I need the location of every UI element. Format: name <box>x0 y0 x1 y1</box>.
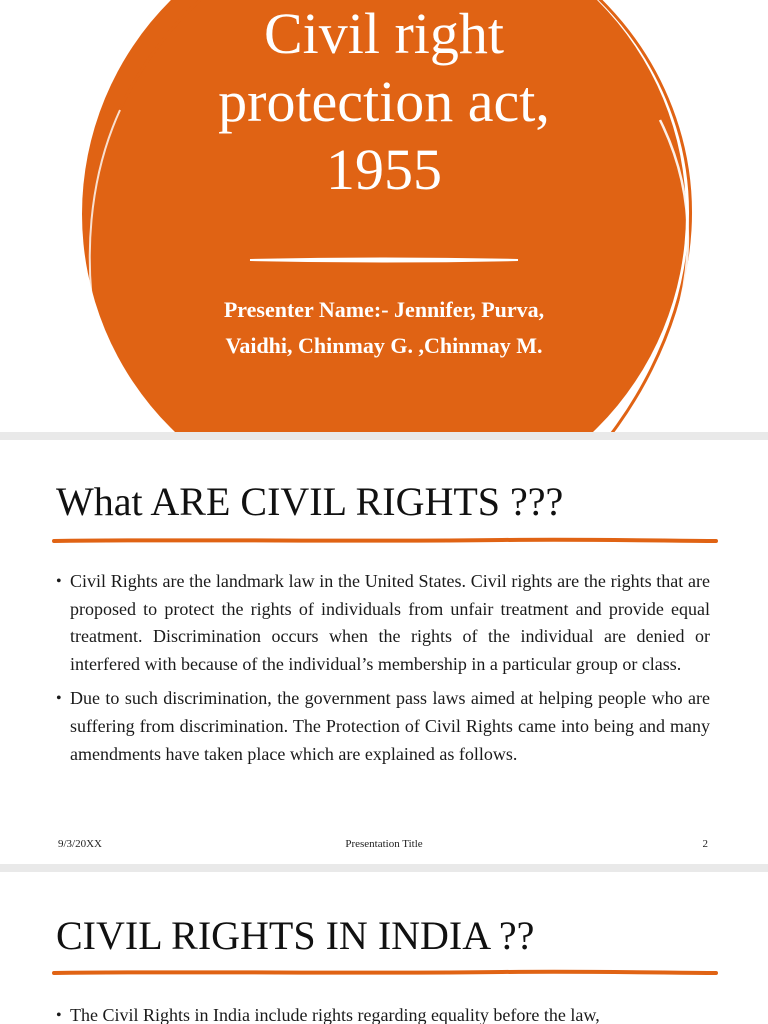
presenter-line-2: Vaidhi, Chinmay G. ,Chinmay M. <box>225 333 543 358</box>
footer-page-number: 2 <box>702 838 708 850</box>
bullet-glyph: • <box>56 690 62 708</box>
bullet-text: Due to such discrimination, the government pass laws aimed at helping people who are suffering from discrimination. The Protection of Civil Rights came into being and many amendments have taken place which are explained as follows. <box>70 688 710 764</box>
bullet-item <box>56 1002 710 1024</box>
title-underline <box>248 256 520 264</box>
title-line-2: protection act, <box>218 69 550 134</box>
heading-underline <box>52 536 718 546</box>
bullet-text: Civil Rights are the landmark law in the United States. Civil rights are the rights that are proposed to protect the rights of individuals from unfair treatment and provide equal treatment. Discrimination occurs when the rights of the individual are denied or interfered with because of the individual’s membership in a particular group or class. <box>70 571 710 674</box>
presenter-names <box>150 292 618 364</box>
bullet-item <box>56 568 710 678</box>
slide-separator <box>0 432 768 440</box>
bullet-glyph: • <box>56 1007 62 1024</box>
content-slide-civil-rights <box>0 440 768 864</box>
presenter-line-1: Presenter Name:- Jennifer, Purva, <box>223 297 545 322</box>
slide-heading: What ARE CIVIL RIGHTS ??? <box>56 479 564 524</box>
slide-separator <box>0 864 768 872</box>
footer-date: 9/3/20XX <box>58 838 102 850</box>
bullet-list <box>56 1002 710 1024</box>
title-line-1: Civil right <box>263 1 505 66</box>
bullet-glyph: • <box>56 573 62 590</box>
slide-heading: CIVIL RIGHTS IN INDIA ?? <box>56 913 535 958</box>
heading-underline <box>52 968 718 978</box>
slide-title <box>120 0 648 204</box>
title-line-3: 1955 <box>326 137 442 202</box>
title-slide <box>0 0 768 432</box>
bullet-item <box>56 685 710 768</box>
footer-title: Presentation Title <box>345 838 423 850</box>
bullet-text: The Civil Rights in India include rights regarding equality before the law, <box>70 1005 600 1024</box>
bullet-list <box>56 568 710 775</box>
content-slide-civil-rights-india <box>0 872 768 1024</box>
